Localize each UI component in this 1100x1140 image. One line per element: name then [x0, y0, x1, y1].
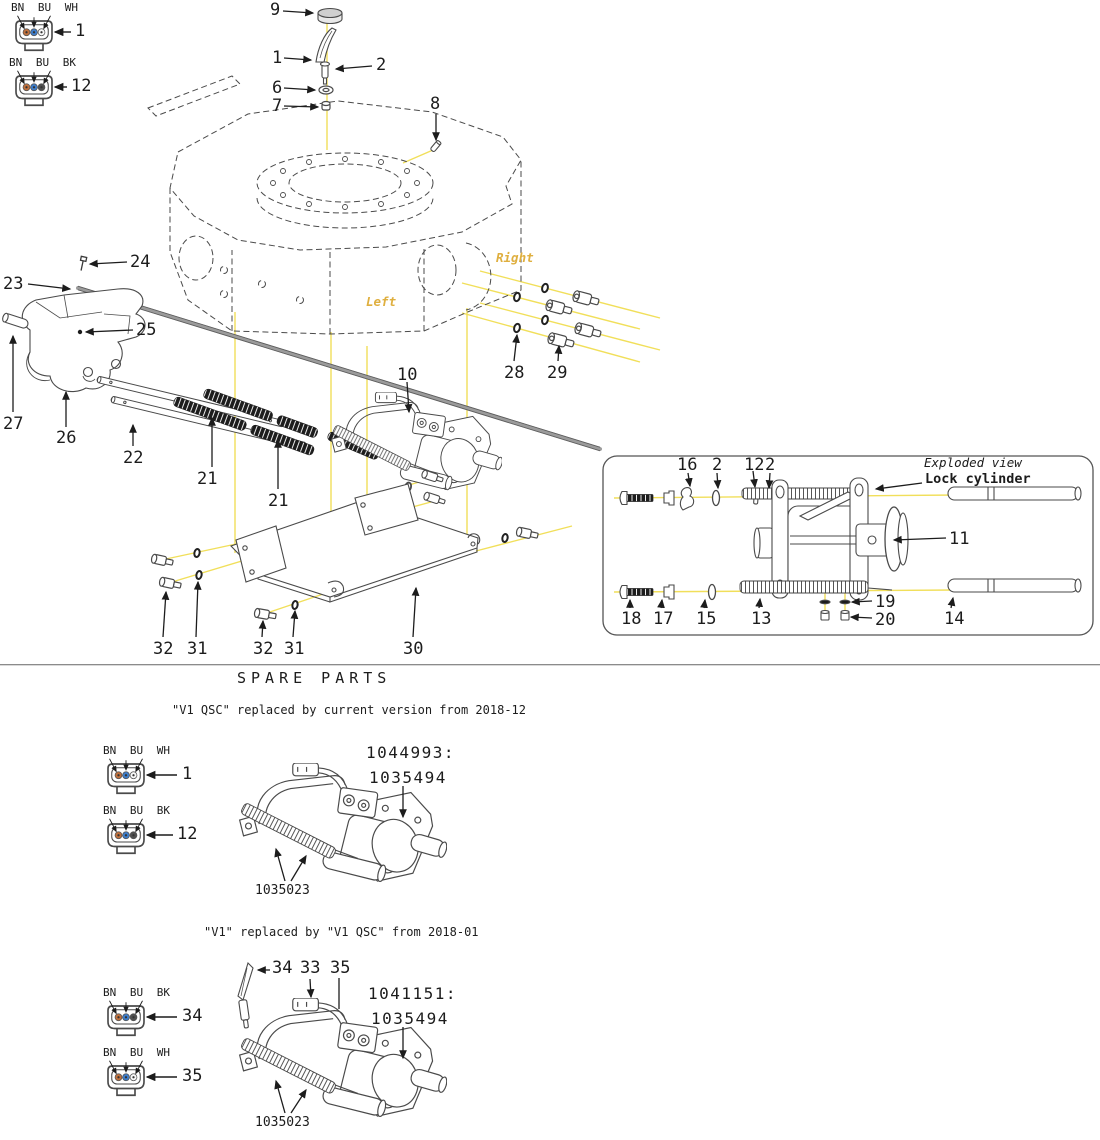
box-callout-2a: 2 [712, 455, 723, 475]
housing [148, 76, 521, 334]
spare2-connector-35 [108, 1061, 144, 1096]
spare2-assembly-number: 1035494 [371, 1009, 449, 1028]
spare2-callout-35: 35 [330, 958, 351, 978]
marking-left: Left [366, 294, 397, 309]
bolts-part-29 [545, 290, 602, 349]
callout-22: 22 [123, 448, 144, 468]
connector-ref-arrows [55, 32, 177, 1077]
callout-26: 26 [56, 428, 77, 448]
actuator-part-10 [332, 392, 504, 490]
callout-8: 8 [430, 94, 441, 114]
callout-31a: 31 [187, 639, 208, 659]
callout-1: 1 [272, 48, 283, 68]
box-caption-exploded-view: Exploded view [924, 455, 1022, 470]
callout-32a: 32 [153, 639, 174, 659]
box-callout-11: 11 [949, 529, 970, 549]
cover-cap-part-9 [318, 9, 342, 24]
box-callout-19: 19 [875, 592, 896, 612]
spare1-group-number: 1044993: [366, 743, 456, 762]
spare2-connector-34-ref: 34 [182, 1006, 203, 1026]
callout-27: 27 [3, 414, 24, 434]
box-callout-13: 13 [751, 609, 772, 629]
connector-12 [16, 71, 52, 106]
box-caption-lock-cylinder: Lock cylinder [925, 471, 1031, 487]
spare2-callout-34: 34 [272, 958, 293, 978]
spare-parts-heading: SPARE PARTS [237, 669, 392, 687]
connector-1 [16, 16, 52, 51]
spare2-connector-35-ref: 35 [182, 1066, 203, 1086]
spare1-spring-number: 1035023 [255, 883, 310, 898]
callout-28: 28 [504, 363, 525, 383]
box-callout-16: 16 [677, 455, 698, 475]
box-callout-2b: 2 [765, 455, 776, 475]
spare2-callout-33: 33 [300, 958, 321, 978]
spare1-connector-1-ref: 1 [182, 764, 193, 784]
callout-6: 6 [272, 78, 283, 98]
washer-part-6 [319, 86, 333, 94]
callout-25: 25 [136, 320, 157, 340]
washers-part-28 [513, 283, 549, 333]
callout-23: 23 [3, 274, 24, 294]
screw-part-24 [78, 256, 86, 271]
spare2-group-number: 1041151: [368, 984, 458, 1003]
note-v1: "V1" replaced by "V1 QSC" from 2018-01 [204, 925, 479, 939]
marking-right: Right [496, 250, 534, 265]
spare1-connector-1-pins: BN BU WH [103, 744, 170, 757]
callout-21a: 21 [197, 469, 218, 489]
section-divider [0, 664, 1100, 665]
spare2-connector-34 [108, 1001, 144, 1036]
box-callout-20: 20 [875, 610, 896, 630]
spare1-connector-12-ref: 12 [177, 824, 198, 844]
spare1-connector-12 [108, 819, 144, 854]
spare2-spring-number: 1035023 [255, 1115, 310, 1130]
callout-7: 7 [272, 96, 283, 116]
box-callout-17: 17 [653, 609, 674, 629]
connector-12-ref: 12 [71, 76, 92, 96]
callout-29: 29 [547, 363, 568, 383]
sensor-part-34 [238, 963, 253, 1028]
callout-2: 2 [376, 55, 387, 75]
spare1-assembly-number: 1035494 [369, 768, 447, 787]
box-callout-15: 15 [696, 609, 717, 629]
box-callout-14: 14 [944, 609, 965, 629]
callout-24: 24 [130, 252, 151, 272]
spare2-connector-35-pins: BN BU WH [103, 1046, 170, 1059]
connector-12-pin-labels: BN BU BK [9, 56, 76, 69]
callout-10: 10 [397, 365, 418, 385]
connector-1-pin-labels: BN BU WH [11, 1, 78, 14]
connector-1-ref: 1 [75, 21, 86, 41]
box-callout-12: 12 [744, 455, 765, 475]
latch-bracket-part-26 [22, 289, 145, 392]
pin-part-25 [78, 330, 82, 334]
note-v1qsc: "V1 QSC" replaced by current version from 2018-12 [172, 703, 527, 717]
callout-30: 30 [403, 639, 424, 659]
spare1-connector-12-pins: BN BU BK [103, 804, 170, 817]
spare1-connector-1 [108, 759, 144, 794]
box-callout-18: 18 [621, 609, 642, 629]
pin-part-2 [321, 62, 330, 84]
nut-part-7 [322, 102, 330, 111]
callout-9: 9 [270, 0, 281, 20]
lever-part-1 [316, 28, 336, 62]
spare2-connector-34-pins: BN BU BK [103, 986, 170, 999]
callout-31b: 31 [284, 639, 305, 659]
callout-21b: 21 [268, 491, 289, 511]
callout-32b: 32 [253, 639, 274, 659]
pin-part-8 [430, 140, 441, 152]
